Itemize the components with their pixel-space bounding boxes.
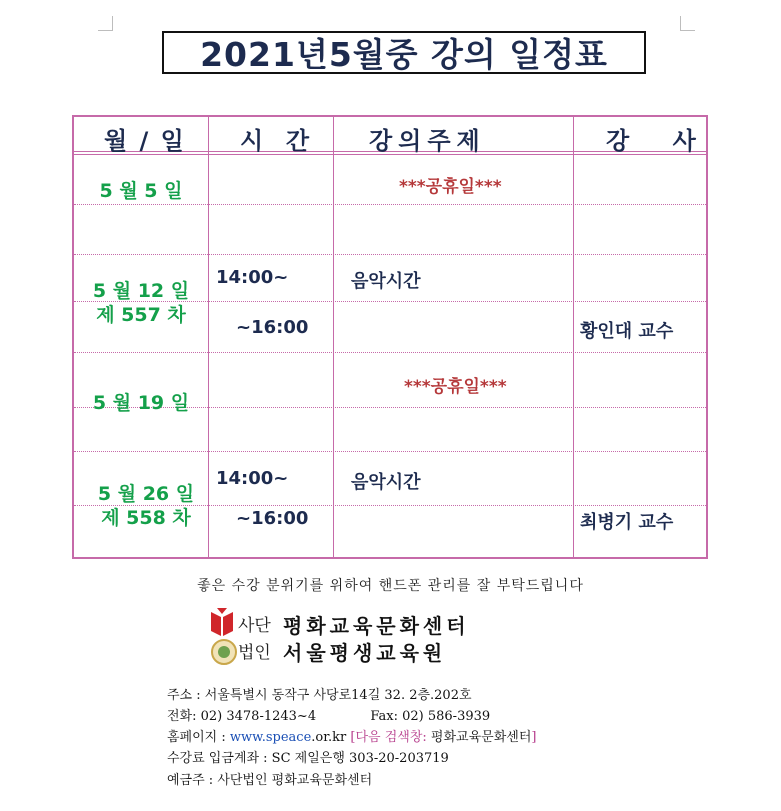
fax-text: Fax: 02) 586-3939 [370,709,491,724]
header-topic: 강의주제 [369,127,486,155]
time-start: 14:00~ [216,468,289,489]
search-term: 평화교육문화센터 [430,730,532,745]
org-name-line1: 평화교육문화센터 [283,614,470,638]
page-corner-mark-left [98,16,113,31]
org-type-line1: 사단 [238,616,271,636]
homepage-link[interactable]: www.speace [229,730,312,745]
flag-logo-icon [211,608,233,636]
homepage-line [167,726,536,745]
lecturer-name: 최병기 교수 [580,512,674,533]
depositor-line: 예금주 : 사단법인 평화교육문화센터 [167,773,373,788]
time-end: ~16:00 [236,317,309,338]
phone-text: 전화: 02) 3478-1243~4 [167,709,317,724]
row-date: 5 월 5 일 [99,180,183,202]
topic-text: 음악시간 [351,472,421,493]
holiday-label: ***공휴일*** [399,177,502,197]
row-session: 제 558 차 [101,507,191,529]
org-name-line2: 서울평생교육원 [283,641,447,665]
topic-text: 음악시간 [351,271,421,292]
homepage-link-suffix[interactable]: .or.kr [311,730,347,745]
schedule-table [72,115,708,559]
header-time: 시 간 [240,127,312,155]
column-divider [333,117,334,557]
org-type-line2: 법인 [238,643,271,663]
time-end: ~16:00 [236,508,309,529]
lecturer-name: 황인대 교수 [580,321,674,342]
row-subdivider [74,204,706,205]
notice-text: 좋은 수강 분위기를 위하여 핸드폰 관리를 잘 부탁드립니다 [197,578,584,594]
page-corner-mark-right [680,16,695,31]
account-line: 수강료 입금계좌 : SC 제일은행 303-20-203719 [167,751,449,766]
search-hint-end: ] [531,730,537,745]
column-divider [573,117,574,557]
row-divider [74,254,706,255]
page-title: 2021년5월중 강의 일정표 [162,31,646,74]
seal-emblem-icon [211,639,237,665]
row-date: 5 월 26 일 [97,483,195,505]
row-session: 제 557 차 [96,304,186,326]
address-line: 주소 : 서울특별시 동작구 사당로14길 32. 2층.202호 [167,688,472,703]
homepage-label: 홈페이지 : [167,730,230,745]
row-date: 5 월 12 일 [92,280,190,302]
header-lecturer: 강 사 [606,127,698,155]
row-date: 5 월 19 일 [92,392,190,414]
phone-line [167,705,490,724]
header-date: 월 / 일 [104,127,186,155]
time-start: 14:00~ [216,267,289,288]
search-hint: [다음 검색창: [350,730,431,745]
row-divider [74,451,706,452]
row-divider [74,352,706,353]
holiday-label: ***공휴일*** [404,377,507,397]
